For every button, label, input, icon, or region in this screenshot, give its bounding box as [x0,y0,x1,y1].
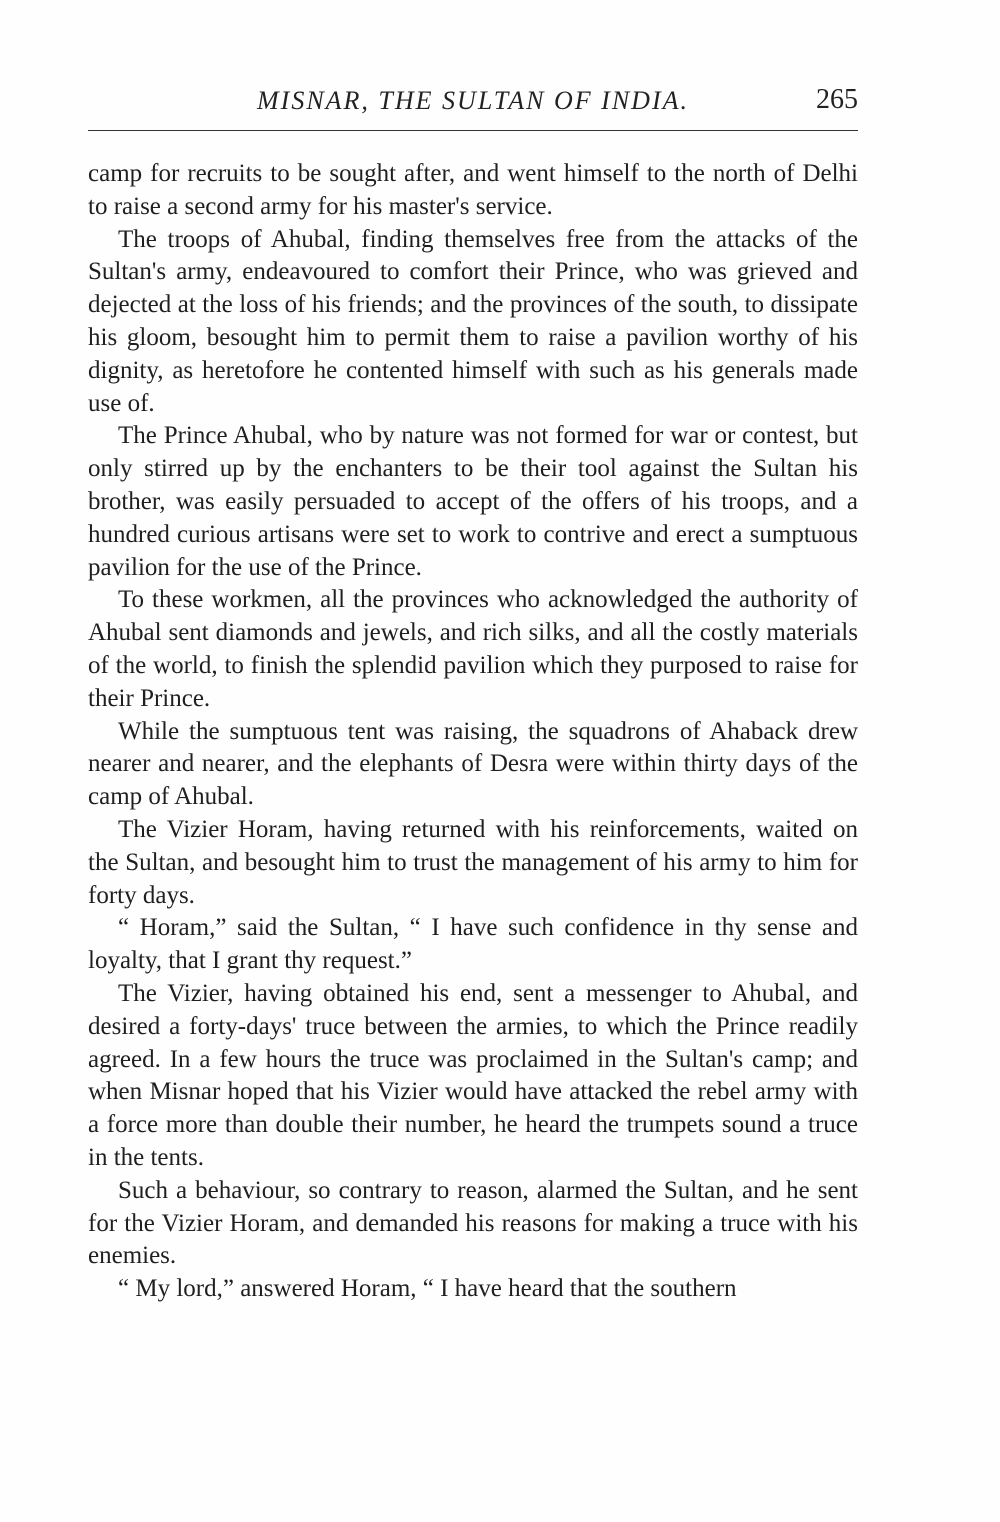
running-head [88,80,858,124]
body-text [88,158,858,1306]
paragraph-4: To these workmen, all the provinces who acknowledged the authority of Ahubal sent diamonds and jewels, and rich silks, and all the costly materials of the world, to finish the splendid pavilion which they purposed to raise for their Prince. [88,586,858,712]
running-title: MISNAR, THE SULTAN OF INDIA. [257,86,689,115]
paragraph-1: camp for recruits to be sought after, and went himself to the north of Delhi to raise a second army for his master's service. [88,160,858,220]
paragraph-8: The Vizier, having obtained his end, sent a messenger to Ahubal, and desired a forty-days' truce between the armies, to which the Prince readily agreed. In a few hours the truce was proclaimed in the Sultan's camp; and when Misnar hoped that his Vizier would have attacked the rebel army with a force more than double their number, he heard the trumpets sound a truce in the tents. [88,979,858,1171]
paragraph-5: While the sumptuous tent was raising, the squadrons of Ahaback drew nearer and nearer, and the elephants of Desra were within thirty days of the camp of Ahubal. [88,717,858,811]
paragraph-2: The troops of Ahubal, finding themselves free from the attacks of the Sultan's army, endeavoured to comfort their Prince, who was grieved and dejected at the loss of his friends; and the provinces of the south, to dissipate his gloom, besought him to permit them to raise a pavilion worthy of his dignity, as heretofore he contented himself with such as his generals made use of. [88,225,858,417]
paragraph-10: “ My lord,” answered Horam, “ I have heard that the southern [118,1275,737,1303]
header-rule [88,130,858,131]
paragraph-3: The Prince Ahubal, who by nature was not formed for war or contest, but only stirred up by the enchanters to be their tool against the Sultan his brother, was easily persuaded to accept of the offers of his troops, and a hundred curious artisans were set to work to contrive and erect a sumptuous pavilion for the use of the Prince. [88,422,858,581]
paragraph-7: “ Horam,” said the Sultan, “ I have such confidence in thy sense and loyalty, that I grant thy request.” [88,914,858,975]
paragraph-6: The Vizier Horam, having returned with his reinforcements, waited on the Sultan, and besought him to trust the management of his army to him for forty days. [88,815,858,909]
page-number: 265 [816,84,858,115]
paragraph-9: Such a behaviour, so contrary to reason, alarmed the Sultan, and he sent for the Vizier Horam, and demanded his reasons for making a truce with his enemies. [88,1176,858,1270]
